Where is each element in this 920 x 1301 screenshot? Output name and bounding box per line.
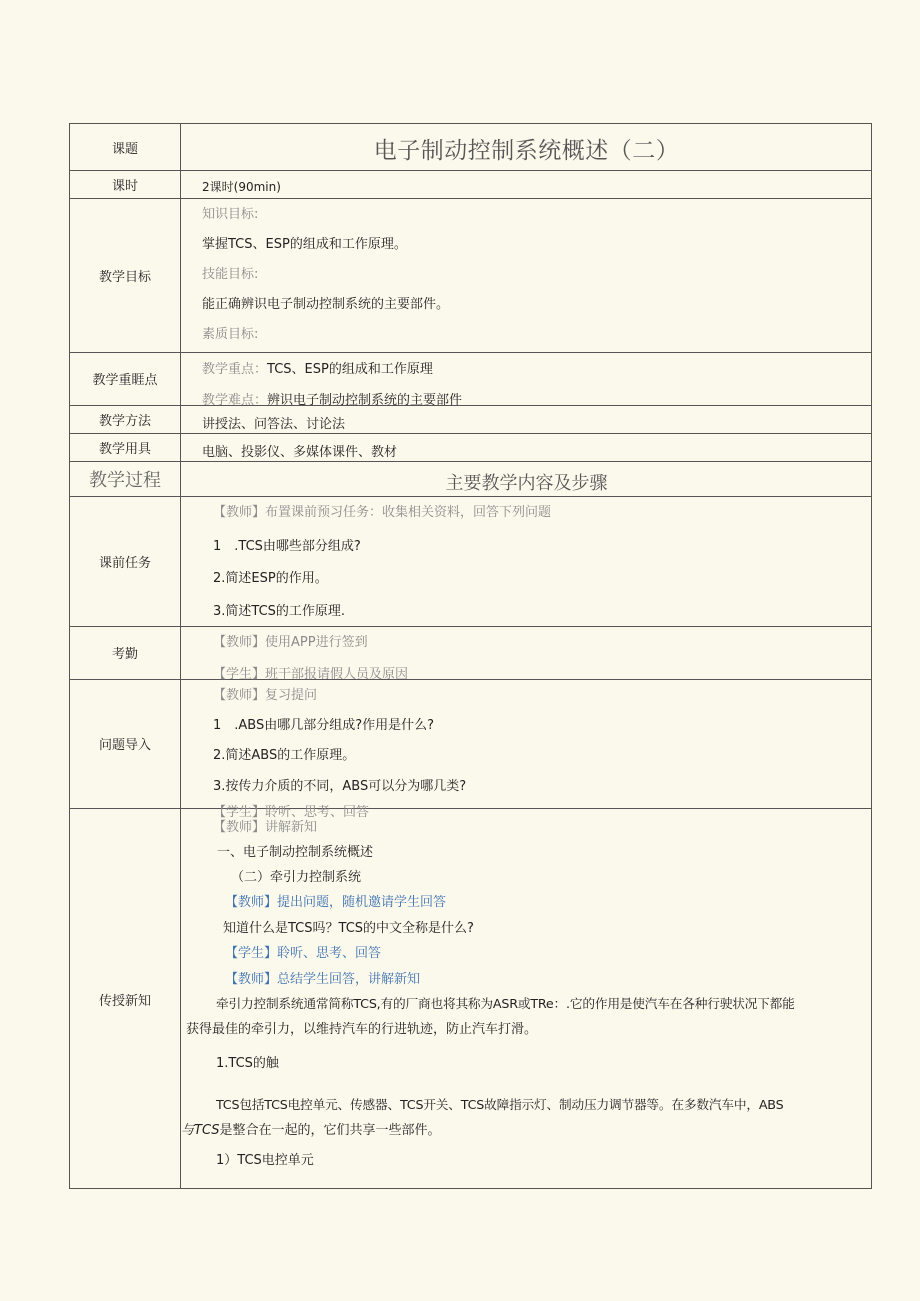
intro-line: 3.按传力介质的不同，ABS可以分为哪几类? — [213, 779, 467, 794]
intro-line: 【学生】聆听、思考、回答 — [213, 805, 370, 820]
page-title: 电子制动控制系统概述（二） — [373, 138, 680, 164]
row-divider — [70, 808, 871, 809]
teaching-line: 【教师】提出问题，随机邀请学生回答 — [225, 895, 447, 910]
row-divider — [70, 198, 871, 199]
teaching-paragraph: TCS包括TCS电控单元、传感器、TCS开关、TCS故障指示灯、制动压力调节器等。在多数汽车中，ABS — [216, 1097, 784, 1112]
intro-label: 问题导入 — [98, 738, 151, 753]
knowledge-title: 知识目标: — [202, 207, 259, 222]
attendance-label: 考勤 — [111, 647, 138, 662]
teaching-line: 1）TCS电控单元 — [216, 1153, 314, 1168]
difficult-point: 辨识电子制动控制系统的主要部件 — [267, 393, 463, 408]
key-prefix: 教学重点： — [202, 362, 268, 377]
row-divider — [70, 496, 871, 497]
teaching-paragraph: 牵引力控制系统通常简称TCS,有的厂商也将其称为ASR或TRe：.它的作用是使汽车在各种行驶状况下都能 — [216, 996, 795, 1011]
tools-label: 教学用具 — [98, 441, 151, 457]
row-divider — [70, 405, 871, 406]
pre-class-label: 课前任务 — [98, 555, 151, 571]
row-divider — [70, 461, 871, 462]
objectives-label: 教学目标 — [98, 269, 151, 285]
hours-label: 课时 — [111, 178, 138, 194]
attendance-cell — [181, 627, 872, 682]
key-point: TCS、ESP的组成和工作原理 — [267, 362, 433, 377]
attendance-line: 【教师】使用APP进行签到 — [213, 635, 368, 650]
row-divider — [70, 170, 871, 171]
tools-value: 电脑、投影仪、多媒体课件、教材 — [202, 445, 398, 460]
teaching-line: 1.TCS的触 — [216, 1056, 279, 1071]
process-header-right: 主要教学内容及步骤 — [445, 473, 608, 494]
teaching-label: 传授新知 — [98, 993, 151, 1009]
methods-value: 讲授法、问答法、讨论法 — [202, 417, 346, 432]
topic-label: 课题 — [111, 141, 138, 157]
pre-class-line: 【教师】布置课前预习任务：收集相关资料，回答下列问题 — [213, 505, 552, 520]
quality-title: 素质目标: — [202, 327, 259, 342]
lesson-plan-table — [69, 123, 872, 1189]
intro-line: 1 .ABS由哪几部分组成?作用是什么? — [213, 718, 435, 733]
difficult-prefix: 教学难点： — [202, 393, 268, 408]
teaching-italic: 与TCS — [181, 1123, 220, 1138]
teaching-paragraph: 是整合在一起的，它们共享一些部件。 — [219, 1123, 441, 1138]
key-points-cell — [181, 353, 872, 408]
intro-cell — [181, 680, 872, 820]
teaching-line: 知道什么是TCS吗？TCS的中文全称是什么? — [223, 921, 474, 936]
pre-class-line: 2.简述ESP的作用。 — [213, 571, 328, 586]
skill-objective: 能正确辨识电子制动控制系统的主要部件。 — [202, 297, 450, 312]
row-divider — [70, 433, 871, 434]
intro-line: 2.简述ABS的工作原理。 — [213, 748, 356, 763]
pre-class-line: 3.简述TCS的工作原理. — [213, 604, 346, 619]
teaching-line: 【教师】讲解新知 — [213, 820, 318, 835]
methods-label: 教学方法 — [98, 413, 151, 429]
teaching-paragraph: 获得最佳的牵引力，以维持汽车的行进轨迹，防止汽车打滑。 — [186, 1022, 538, 1037]
teaching-line: 【学生】聆听、思考、回答 — [225, 946, 382, 961]
hours-value: 2课时(90min) — [202, 180, 281, 194]
teaching-line: 【教师】总结学生回答，讲解新知 — [225, 972, 421, 987]
key-points-label: 教学重睚点 — [92, 373, 158, 388]
knowledge-objective: 掌握TCS、ESP的组成和工作原理。 — [202, 237, 407, 252]
teaching-line: （二）牵引力控制系统 — [231, 870, 362, 885]
pre-class-line: 1 .TCS由哪些部分组成? — [213, 539, 361, 554]
process-header-left: 教学过程 — [89, 469, 161, 491]
intro-line: 【教师】复习提问 — [213, 688, 318, 703]
teaching-line: 一、电子制动控制系统概述 — [217, 845, 374, 860]
attendance-line: 【学生】班干部报请假人员及原因 — [213, 667, 409, 682]
skill-title: 技能目标: — [202, 267, 259, 282]
